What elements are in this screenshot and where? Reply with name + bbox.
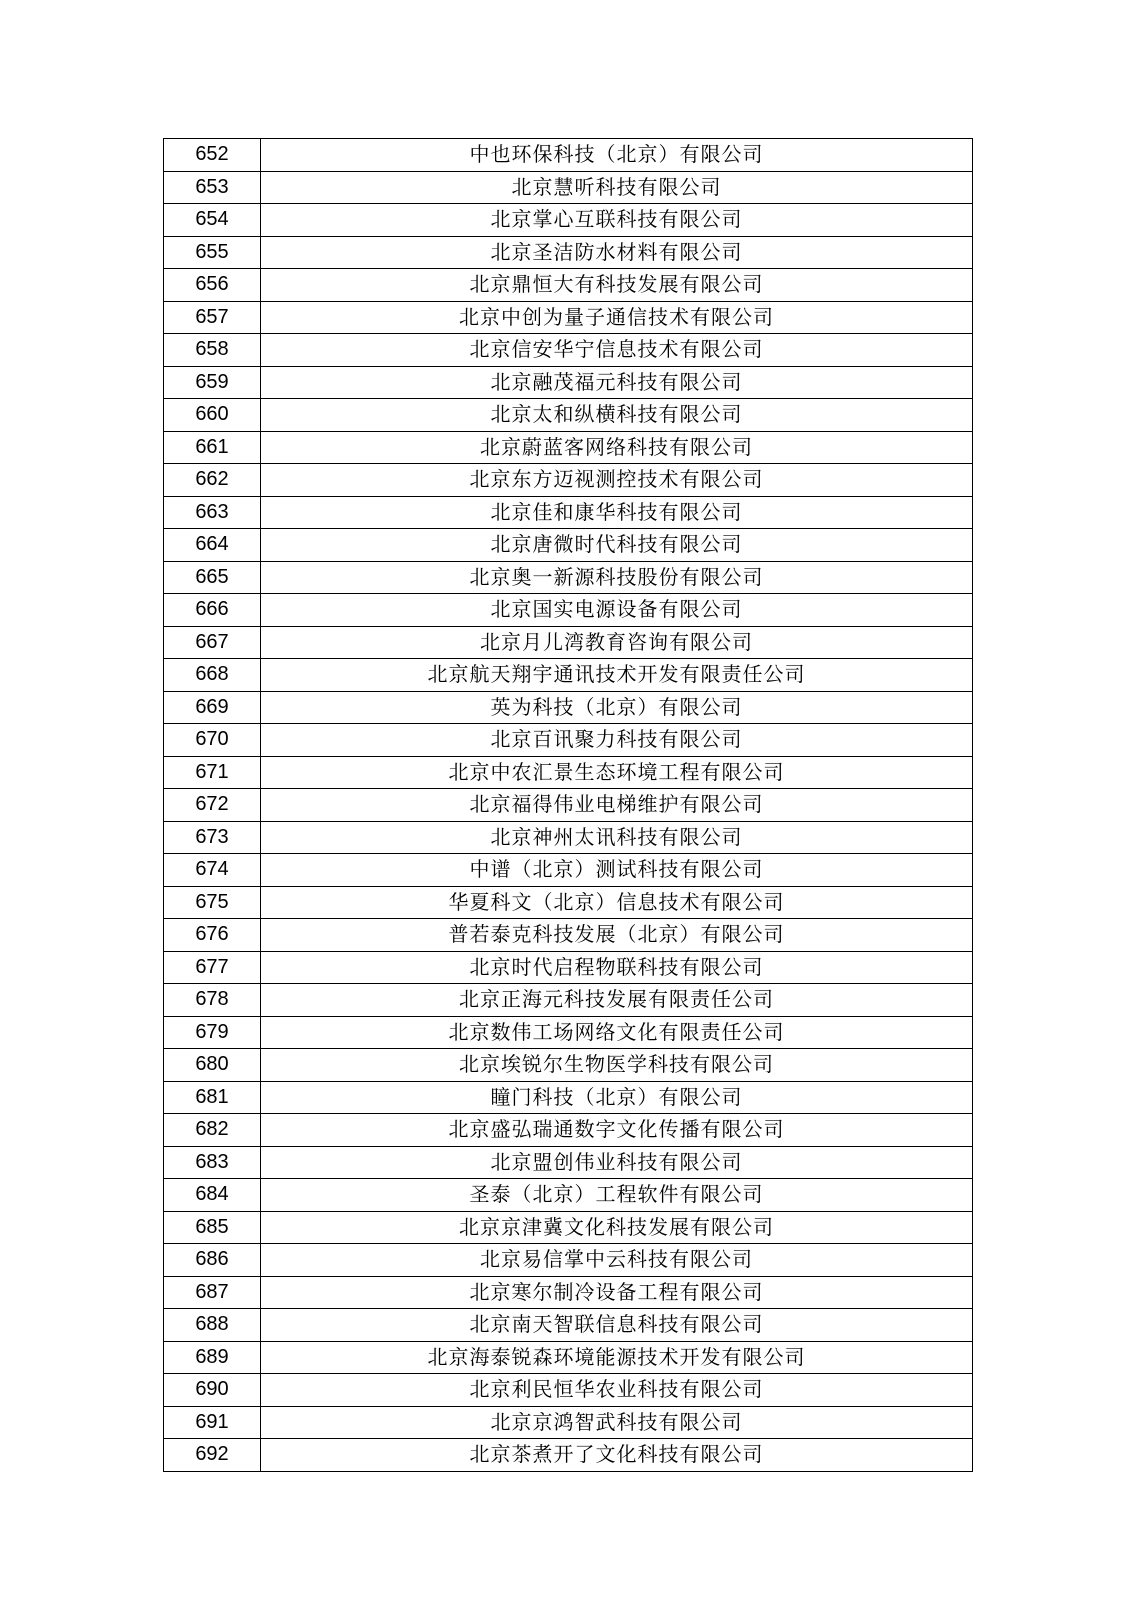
row-number: 668	[164, 659, 261, 692]
table-row	[164, 1309, 973, 1342]
row-number: 690	[164, 1374, 261, 1407]
row-number: 669	[164, 691, 261, 724]
row-number: 692	[164, 1439, 261, 1472]
table-row	[164, 561, 973, 594]
row-number: 667	[164, 626, 261, 659]
company-name: 北京中农汇景生态环境工程有限公司	[261, 756, 973, 789]
company-name: 北京融茂福元科技有限公司	[261, 366, 973, 399]
row-number: 684	[164, 1179, 261, 1212]
table-row	[164, 1374, 973, 1407]
table-row	[164, 269, 973, 302]
table-body	[164, 139, 973, 1472]
table-row	[164, 1114, 973, 1147]
company-name: 北京航天翔宇通讯技术开发有限责任公司	[261, 659, 973, 692]
table-row	[164, 984, 973, 1017]
company-name: 北京福得伟业电梯维护有限公司	[261, 789, 973, 822]
company-name: 北京时代启程物联科技有限公司	[261, 951, 973, 984]
row-number: 685	[164, 1211, 261, 1244]
company-name: 北京茶煮开了文化科技有限公司	[261, 1439, 973, 1472]
table-row	[164, 139, 973, 172]
row-number: 663	[164, 496, 261, 529]
row-number: 653	[164, 171, 261, 204]
row-number: 671	[164, 756, 261, 789]
table-row	[164, 1081, 973, 1114]
company-name: 北京数伟工场网络文化有限责任公司	[261, 1016, 973, 1049]
table-row	[164, 1439, 973, 1472]
row-number: 674	[164, 854, 261, 887]
row-number: 681	[164, 1081, 261, 1114]
company-name: 北京奥一新源科技股份有限公司	[261, 561, 973, 594]
company-name: 圣泰（北京）工程软件有限公司	[261, 1179, 973, 1212]
company-name: 北京鼎恒大有科技发展有限公司	[261, 269, 973, 302]
company-name: 北京国实电源设备有限公司	[261, 594, 973, 627]
table-row	[164, 789, 973, 822]
table-row	[164, 821, 973, 854]
table-row	[164, 236, 973, 269]
company-name: 北京京鸿智武科技有限公司	[261, 1406, 973, 1439]
table-row	[164, 464, 973, 497]
row-number: 665	[164, 561, 261, 594]
table-row	[164, 399, 973, 432]
row-number: 678	[164, 984, 261, 1017]
table-row	[164, 171, 973, 204]
row-number: 676	[164, 919, 261, 952]
company-name: 北京利民恒华农业科技有限公司	[261, 1374, 973, 1407]
row-number: 688	[164, 1309, 261, 1342]
row-number: 680	[164, 1049, 261, 1082]
company-name: 北京盟创伟业科技有限公司	[261, 1146, 973, 1179]
company-name: 北京月儿湾教育咨询有限公司	[261, 626, 973, 659]
row-number: 670	[164, 724, 261, 757]
company-name: 中谱（北京）测试科技有限公司	[261, 854, 973, 887]
row-number: 677	[164, 951, 261, 984]
table-row	[164, 659, 973, 692]
table-row	[164, 204, 973, 237]
company-name: 北京圣洁防水材料有限公司	[261, 236, 973, 269]
company-name: 英为科技（北京）有限公司	[261, 691, 973, 724]
row-number: 666	[164, 594, 261, 627]
company-name: 北京海泰锐森环境能源技术开发有限公司	[261, 1341, 973, 1374]
table-row	[164, 1211, 973, 1244]
company-name: 北京南天智联信息科技有限公司	[261, 1309, 973, 1342]
row-number: 672	[164, 789, 261, 822]
row-number: 664	[164, 529, 261, 562]
company-name: 中也环保科技（北京）有限公司	[261, 139, 973, 172]
table-row	[164, 1179, 973, 1212]
table-row	[164, 1341, 973, 1374]
row-number: 657	[164, 301, 261, 334]
table-row	[164, 334, 973, 367]
table-row	[164, 1146, 973, 1179]
table-row	[164, 724, 973, 757]
row-number: 659	[164, 366, 261, 399]
company-name: 北京盛弘瑞通数字文化传播有限公司	[261, 1114, 973, 1147]
row-number: 655	[164, 236, 261, 269]
row-number: 683	[164, 1146, 261, 1179]
row-number: 656	[164, 269, 261, 302]
company-name: 北京正海元科技发展有限责任公司	[261, 984, 973, 1017]
row-number: 662	[164, 464, 261, 497]
table-row	[164, 951, 973, 984]
row-number: 652	[164, 139, 261, 172]
row-number: 673	[164, 821, 261, 854]
row-number: 687	[164, 1276, 261, 1309]
table-row	[164, 1276, 973, 1309]
company-name: 北京信安华宁信息技术有限公司	[261, 334, 973, 367]
company-name: 北京东方迈视测控技术有限公司	[261, 464, 973, 497]
row-number: 686	[164, 1244, 261, 1277]
company-name: 北京佳和康华科技有限公司	[261, 496, 973, 529]
company-list-table	[163, 138, 973, 1472]
company-name: 北京京津冀文化科技发展有限公司	[261, 1211, 973, 1244]
table-row	[164, 1049, 973, 1082]
row-number: 691	[164, 1406, 261, 1439]
company-name: 北京蔚蓝客网络科技有限公司	[261, 431, 973, 464]
company-name: 北京掌心互联科技有限公司	[261, 204, 973, 237]
table-row	[164, 756, 973, 789]
table-row	[164, 1406, 973, 1439]
row-number: 679	[164, 1016, 261, 1049]
table-row	[164, 919, 973, 952]
row-number: 658	[164, 334, 261, 367]
company-name: 普若泰克科技发展（北京）有限公司	[261, 919, 973, 952]
company-name: 华夏科文（北京）信息技术有限公司	[261, 886, 973, 919]
row-number: 660	[164, 399, 261, 432]
table-row	[164, 886, 973, 919]
row-number: 661	[164, 431, 261, 464]
company-name: 北京慧听科技有限公司	[261, 171, 973, 204]
company-name: 北京神州太讯科技有限公司	[261, 821, 973, 854]
table-row	[164, 1244, 973, 1277]
company-name: 北京唐微时代科技有限公司	[261, 529, 973, 562]
row-number: 682	[164, 1114, 261, 1147]
company-name: 北京埃锐尔生物医学科技有限公司	[261, 1049, 973, 1082]
table-row	[164, 691, 973, 724]
table-row	[164, 854, 973, 887]
company-name: 北京太和纵横科技有限公司	[261, 399, 973, 432]
table-row	[164, 496, 973, 529]
table-row	[164, 626, 973, 659]
company-name: 北京百讯聚力科技有限公司	[261, 724, 973, 757]
table-row	[164, 431, 973, 464]
table-row	[164, 529, 973, 562]
row-number: 654	[164, 204, 261, 237]
table-row	[164, 366, 973, 399]
row-number: 675	[164, 886, 261, 919]
company-name: 北京易信掌中云科技有限公司	[261, 1244, 973, 1277]
row-number: 689	[164, 1341, 261, 1374]
company-name: 瞳门科技（北京）有限公司	[261, 1081, 973, 1114]
table-row	[164, 594, 973, 627]
company-name: 北京寒尔制冷设备工程有限公司	[261, 1276, 973, 1309]
company-name: 北京中创为量子通信技术有限公司	[261, 301, 973, 334]
table-row	[164, 301, 973, 334]
table-row	[164, 1016, 973, 1049]
